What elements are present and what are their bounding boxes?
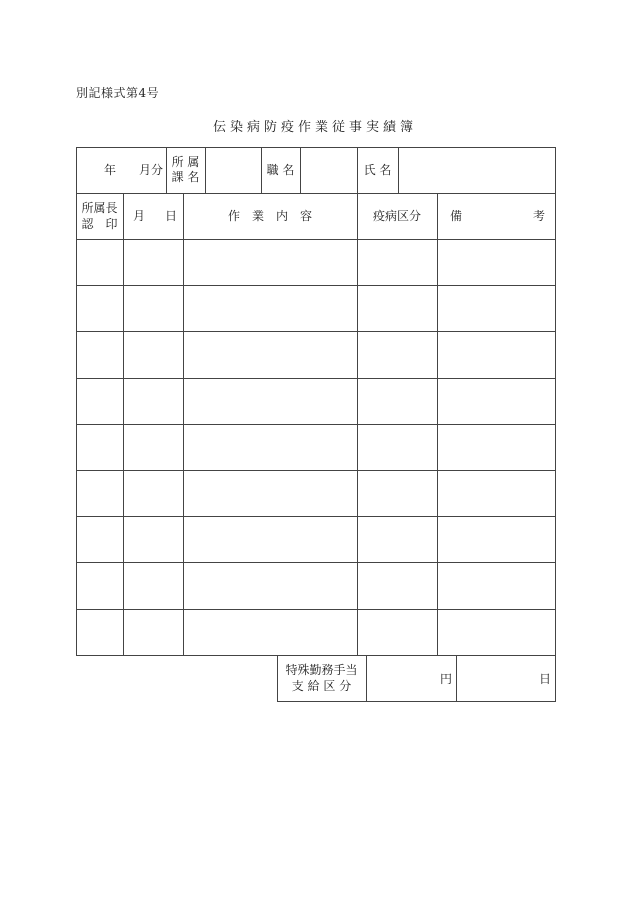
- disease-category-cell[interactable]: [358, 379, 437, 423]
- month-cell[interactable]: [124, 517, 183, 561]
- month-cell[interactable]: [124, 286, 183, 330]
- month-cell[interactable]: [124, 425, 183, 469]
- year-label: 年: [104, 163, 117, 177]
- department-label-line1: 所 属: [171, 155, 200, 169]
- disease-category-cell[interactable]: [358, 240, 437, 284]
- day-content-cell[interactable]: [184, 471, 357, 515]
- day-content-cell[interactable]: [184, 517, 357, 561]
- allowance-label-line2: 支 給 区 分: [291, 679, 352, 693]
- month-cell[interactable]: [124, 240, 183, 284]
- month-cell[interactable]: [124, 610, 183, 654]
- approval-stamp-cell[interactable]: [77, 240, 123, 284]
- job-title-label: 職 名: [266, 163, 295, 177]
- month-cell[interactable]: [124, 332, 183, 376]
- approval-stamp-cell[interactable]: [77, 610, 123, 654]
- approval-header-line2: 認 印: [81, 217, 118, 231]
- days-unit-label: 日: [539, 672, 552, 686]
- allowance-label-line1: 特殊勤務手当: [285, 663, 358, 677]
- approval-stamp-cell[interactable]: [77, 517, 123, 561]
- form-number-label: 別記様式第4号: [76, 86, 160, 100]
- day-content-cell[interactable]: [184, 379, 357, 423]
- day-content-cell[interactable]: [184, 610, 357, 654]
- work-content-header: 作 業 内 容: [227, 209, 312, 223]
- job-title-field[interactable]: [301, 148, 356, 193]
- disease-category-cell[interactable]: [358, 425, 437, 469]
- remarks-cell[interactable]: [438, 517, 555, 561]
- day-content-cell[interactable]: [184, 425, 357, 469]
- remarks-cell[interactable]: [438, 286, 555, 330]
- remarks-cell[interactable]: [438, 379, 555, 423]
- day-content-cell[interactable]: [184, 563, 357, 607]
- month-cell[interactable]: [124, 563, 183, 607]
- disease-category-cell[interactable]: [358, 563, 437, 607]
- remarks-cell[interactable]: [438, 471, 555, 515]
- remarks-cell[interactable]: [438, 240, 555, 284]
- remarks-cell[interactable]: [438, 332, 555, 376]
- disease-category-cell[interactable]: [358, 332, 437, 376]
- approval-stamp-cell[interactable]: [77, 332, 123, 376]
- disease-category-cell[interactable]: [358, 286, 437, 330]
- name-label: 氏 名: [363, 163, 392, 177]
- disease-category-cell[interactable]: [358, 610, 437, 654]
- disease-category-cell[interactable]: [358, 517, 437, 561]
- day-content-cell[interactable]: [184, 286, 357, 330]
- remarks-header-right: 考: [533, 209, 546, 223]
- disease-category-cell[interactable]: [358, 471, 437, 515]
- disease-category-header: 疫病区分: [372, 209, 421, 223]
- name-field[interactable]: [399, 148, 555, 193]
- approval-stamp-cell[interactable]: [77, 563, 123, 607]
- remarks-header-left: 備: [450, 209, 463, 223]
- month-cell[interactable]: [124, 471, 183, 515]
- approval-stamp-cell[interactable]: [77, 286, 123, 330]
- month-label: 月分: [139, 163, 164, 177]
- remarks-cell[interactable]: [438, 563, 555, 607]
- day-column-header: 日: [165, 209, 178, 223]
- remarks-cell[interactable]: [438, 610, 555, 654]
- yen-unit-label: 円: [440, 672, 453, 686]
- approval-header-line1: 所属長: [81, 201, 118, 215]
- document-title: 伝染病防疫作業従事実績簿: [212, 120, 417, 135]
- approval-stamp-cell[interactable]: [77, 425, 123, 469]
- remarks-cell[interactable]: [438, 425, 555, 469]
- department-field[interactable]: [206, 148, 260, 193]
- approval-stamp-cell[interactable]: [77, 379, 123, 423]
- month-cell[interactable]: [124, 379, 183, 423]
- day-content-cell[interactable]: [184, 240, 357, 284]
- day-content-cell[interactable]: [184, 332, 357, 376]
- approval-stamp-cell[interactable]: [77, 471, 123, 515]
- month-column-header: 月: [133, 209, 146, 223]
- department-label-line2: 課 名: [171, 170, 200, 184]
